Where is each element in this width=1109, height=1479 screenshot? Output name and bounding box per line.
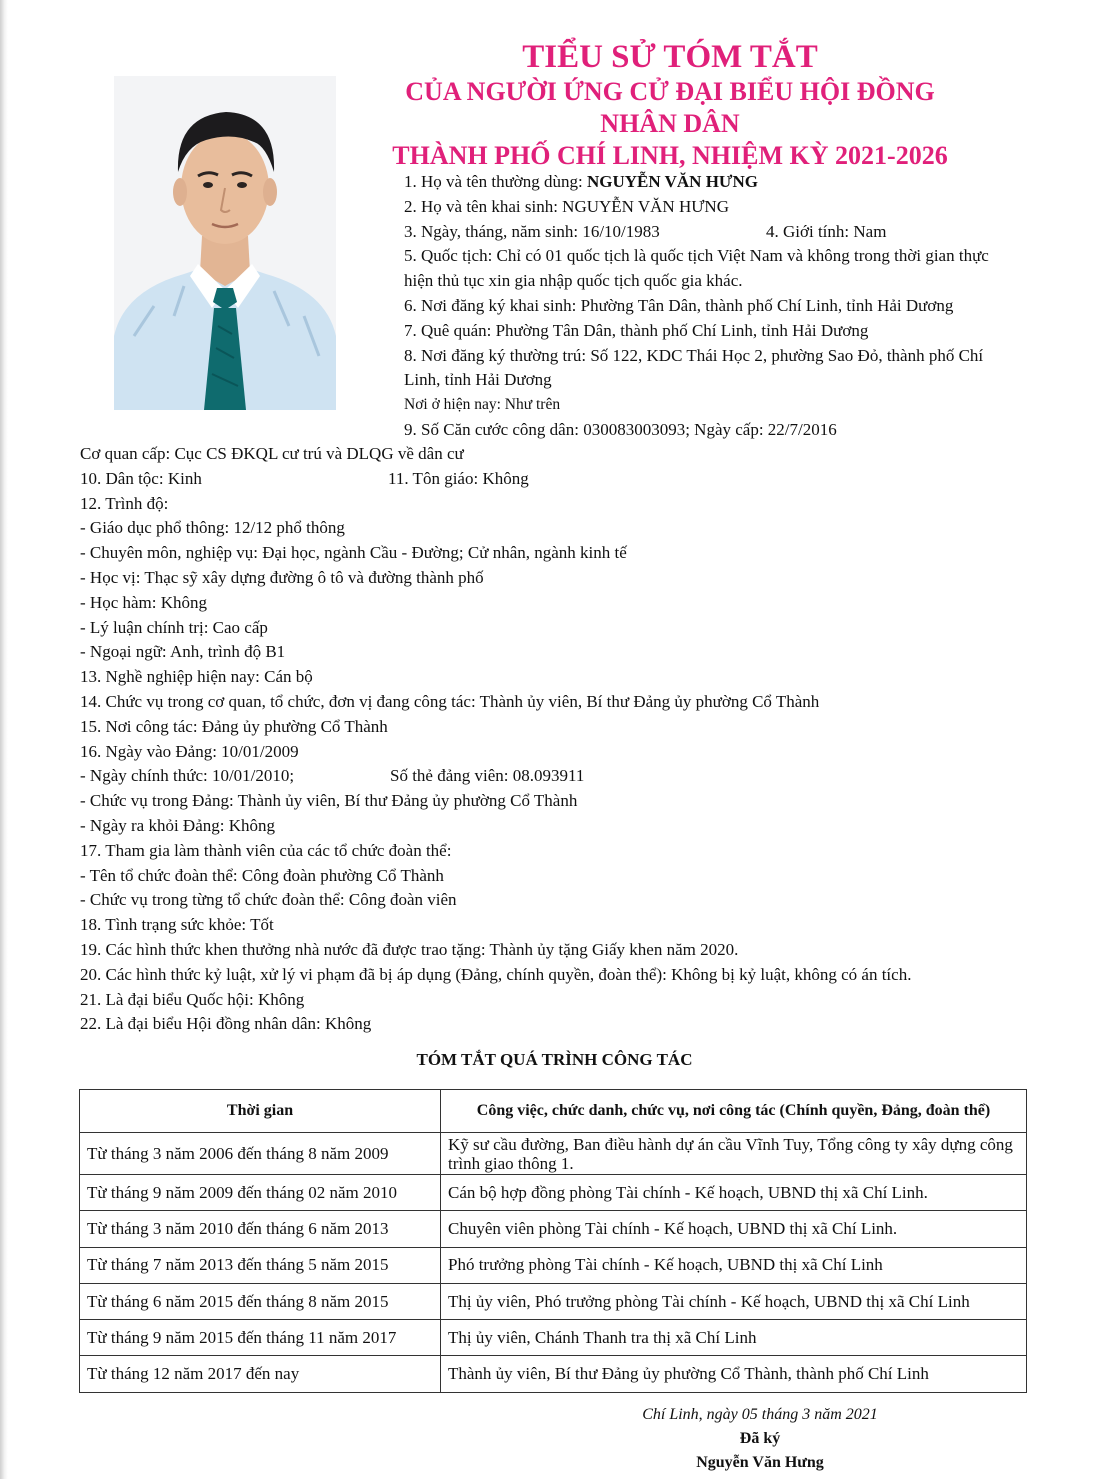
bio-line-5b: hiện thủ tục xin gia nhập quốc tịch quốc gia khác.: [404, 271, 743, 291]
bio-line-12e: - Lý luận chính trị: Cao cấp: [80, 617, 268, 637]
bio-line-16c: - Chức vụ trong Đảng: Thành ủy viên, Bí thư Đảng ủy phường Cổ Thành: [80, 791, 578, 811]
time-cell: Từ tháng 3 năm 2006 đến tháng 8 năm 2009: [80, 1133, 441, 1175]
work-history-title: TÓM TẮT QUÁ TRÌNH CÔNG TÁC: [416, 1050, 693, 1069]
work-history-table: [79, 1089, 1027, 1393]
bio-line-12f: - Ngoại ngữ: Anh, trình độ B1: [80, 642, 286, 662]
bio-line-14: 14. Chức vụ trong cơ quan, tổ chức, đơn vị đang công tác: Thành ủy viên, Bí thư Đảng ủy phường Cổ Thành: [80, 691, 820, 711]
bio-line-15: 15. Nơi công tác: Đảng ủy phường Cổ Thành: [80, 716, 388, 736]
document-title: TIỂU SỬ TÓM TẮT: [522, 39, 818, 75]
bio-line-20: 20. Các hình thức kỷ luật, xử lý vi phạm đã bị áp dụng (Đảng, chính quyền, đoàn thể): Không bị kỷ luật, không có án tích.: [80, 964, 912, 984]
bio-line-8b: Linh, tỉnh Hải Dương: [404, 370, 552, 390]
ethnicity: 10. Dân tộc: Kinh: [80, 468, 202, 488]
bio-line-18: 18. Tình trạng sức khỏe: Tốt: [80, 915, 274, 935]
bio-line-10-11: [80, 467, 1080, 492]
birth-date: 3. Ngày, tháng, năm sinh: 16/10/1983: [404, 221, 660, 241]
bio-line-16a: [80, 764, 1080, 789]
bio-line-12c: - Học vị: Thạc sỹ xây dựng đường ô tô và đường thành phố: [80, 567, 484, 587]
signer-name: Nguyễn Văn Hưng: [696, 1454, 824, 1471]
description-cell: Cán bộ hợp đồng phòng Tài chính - Kế hoạch, UBND thị xã Chí Linh.: [441, 1175, 1027, 1211]
bio-line-5a: 5. Quốc tịch: Chỉ có 01 quốc tịch là quốc tịch Việt Nam và không trong thời gian thực: [404, 246, 989, 266]
bio-line-8a: 8. Nơi đăng ký thường trú: Số 122, KDC Thái Học 2, phường Sao Đỏ, thành phố Chí: [404, 345, 984, 365]
bio-line-12d: - Học hàm: Không: [80, 592, 208, 612]
bio-top-section: [404, 170, 1044, 443]
place-date: Chí Linh, ngày 05 tháng 3 năm 2021: [642, 1406, 878, 1423]
table-row: [80, 1320, 1027, 1356]
bio-line-21: 21. Là đại biểu Quốc hội: Không: [80, 989, 305, 1009]
description-cell: Chuyên viên phòng Tài chính - Kế hoạch, UBND thị xã Chí Linh.: [441, 1211, 1027, 1247]
table-row: [80, 1175, 1027, 1211]
bio-line-1: [404, 170, 1044, 195]
page-edge: [0, 0, 8, 1479]
common-name-label: 1. Họ và tên thường dùng:: [404, 172, 587, 191]
document-subtitle-1: CỦA NGƯỜI ỨNG CỬ ĐẠI BIỂU HỘI ĐỒNG NHÂN DÂN: [405, 77, 935, 138]
table-row: [80, 1133, 1027, 1175]
description-cell: Thị ủy viên, Phó trưởng phòng Tài chính - Kế hoạch, UBND thị xã Chí Linh: [441, 1283, 1027, 1319]
column-header-description: Công việc, chức danh, chức vụ, nơi công tác (Chính quyền, Đảng, đoàn thể): [441, 1090, 1027, 1133]
bio-line-2: 2. Họ và tên khai sinh: NGUYỄN VĂN HƯNG: [404, 196, 729, 216]
bio-line-22: 22. Là đại biểu Hội đồng nhân dân: Không: [80, 1014, 372, 1034]
party-card-number: Số thẻ đảng viên: 08.093911: [390, 766, 585, 786]
portrait-illustration: [114, 76, 336, 410]
table-row: [80, 1247, 1027, 1283]
bio-line-3: [404, 220, 1044, 245]
bio-line-12b: - Chuyên môn, nghiệp vụ: Đại học, ngành Cầu - Đường; Cử nhân, ngành kinh tế: [80, 543, 627, 563]
table-row: [80, 1283, 1027, 1319]
religion: 11. Tôn giáo: Không: [388, 468, 529, 488]
bio-line-16d: - Ngày ra khỏi Đảng: Không: [80, 815, 275, 835]
table-row: [80, 1211, 1027, 1247]
signature-block: [600, 1402, 920, 1476]
description-cell: Thành ủy viên, Bí thư Đảng ủy phường Cổ Thành, thành phố Chí Linh: [441, 1356, 1027, 1392]
bio-line-7: 7. Quê quán: Phường Tân Dân, thành phố Chí Linh, tỉnh Hải Dương: [404, 320, 869, 340]
bio-line-8c: Nơi ở hiện nay: Như trên: [404, 396, 561, 414]
common-name-value: NGUYỄN VĂN HƯNG: [587, 172, 758, 191]
description-cell: Phó trưởng phòng Tài chính - Kế hoạch, UBND thị xã Chí Linh: [441, 1247, 1027, 1283]
bio-line-17: 17. Tham gia làm thành viên của các tổ chức đoàn thể:: [80, 840, 452, 860]
time-cell: Từ tháng 6 năm 2015 đến tháng 8 năm 2015: [80, 1283, 441, 1319]
official-date: - Ngày chính thức: 10/01/2010;: [80, 766, 295, 786]
bio-line-9: 9. Số Căn cước công dân: 030083003093; Ngày cấp: 22/7/2016: [404, 419, 837, 439]
time-cell: Từ tháng 7 năm 2013 đến tháng 5 năm 2015: [80, 1247, 441, 1283]
time-cell: Từ tháng 9 năm 2009 đến tháng 02 năm 2010: [80, 1175, 441, 1211]
document-header: [370, 38, 970, 172]
bio-line-17a: - Tên tổ chức đoàn thể: Công đoàn phường Cổ Thành: [80, 865, 444, 885]
description-cell: Kỹ sư cầu đường, Ban điều hành dự án cầu Vĩnh Tuy, Tổng công ty xây dựng công trình giao thông 1.: [441, 1133, 1027, 1175]
bio-line-16: 16. Ngày vào Đảng: 10/01/2009: [80, 741, 299, 761]
bio-line-12a: - Giáo dục phổ thông: 12/12 phổ thông: [80, 518, 345, 538]
description-cell: Thị ủy viên, Chánh Thanh tra thị xã Chí Linh: [441, 1320, 1027, 1356]
bio-line-9b: Cơ quan cấp: Cục CS ĐKQL cư trú và DLQG về dân cư: [80, 444, 464, 463]
bio-main-section: [80, 442, 1080, 1037]
signed-status: Đã ký: [739, 1430, 781, 1447]
document-subtitle-2: THÀNH PHỐ CHÍ LINH, NHIỆM KỲ 2021-2026: [392, 141, 948, 170]
bio-line-19: 19. Các hình thức khen thưởng nhà nước đã được trao tặng: Thành ủy tặng Giấy khen năm 2020.: [80, 939, 739, 959]
column-header-time: Thời gian: [80, 1090, 441, 1133]
table-row: [80, 1356, 1027, 1392]
bio-line-12: 12. Trình độ:: [80, 493, 169, 513]
bio-line-6: 6. Nơi đăng ký khai sinh: Phường Tân Dân, thành phố Chí Linh, tỉnh Hải Dương: [404, 295, 954, 315]
bio-line-13: 13. Nghề nghiệp hiện nay: Cán bộ: [80, 667, 313, 687]
time-cell: Từ tháng 12 năm 2017 đến nay: [80, 1356, 441, 1392]
bio-line-17b: - Chức vụ trong từng tổ chức đoàn thể: Công đoàn viên: [80, 890, 457, 910]
time-cell: Từ tháng 3 năm 2010 đến tháng 6 năm 2013: [80, 1211, 441, 1247]
time-cell: Từ tháng 9 năm 2015 đến tháng 11 năm 2017: [80, 1320, 441, 1356]
gender: 4. Giới tính: Nam: [766, 221, 887, 241]
table-header-row: [80, 1090, 1027, 1133]
portrait-photo: [114, 76, 336, 410]
